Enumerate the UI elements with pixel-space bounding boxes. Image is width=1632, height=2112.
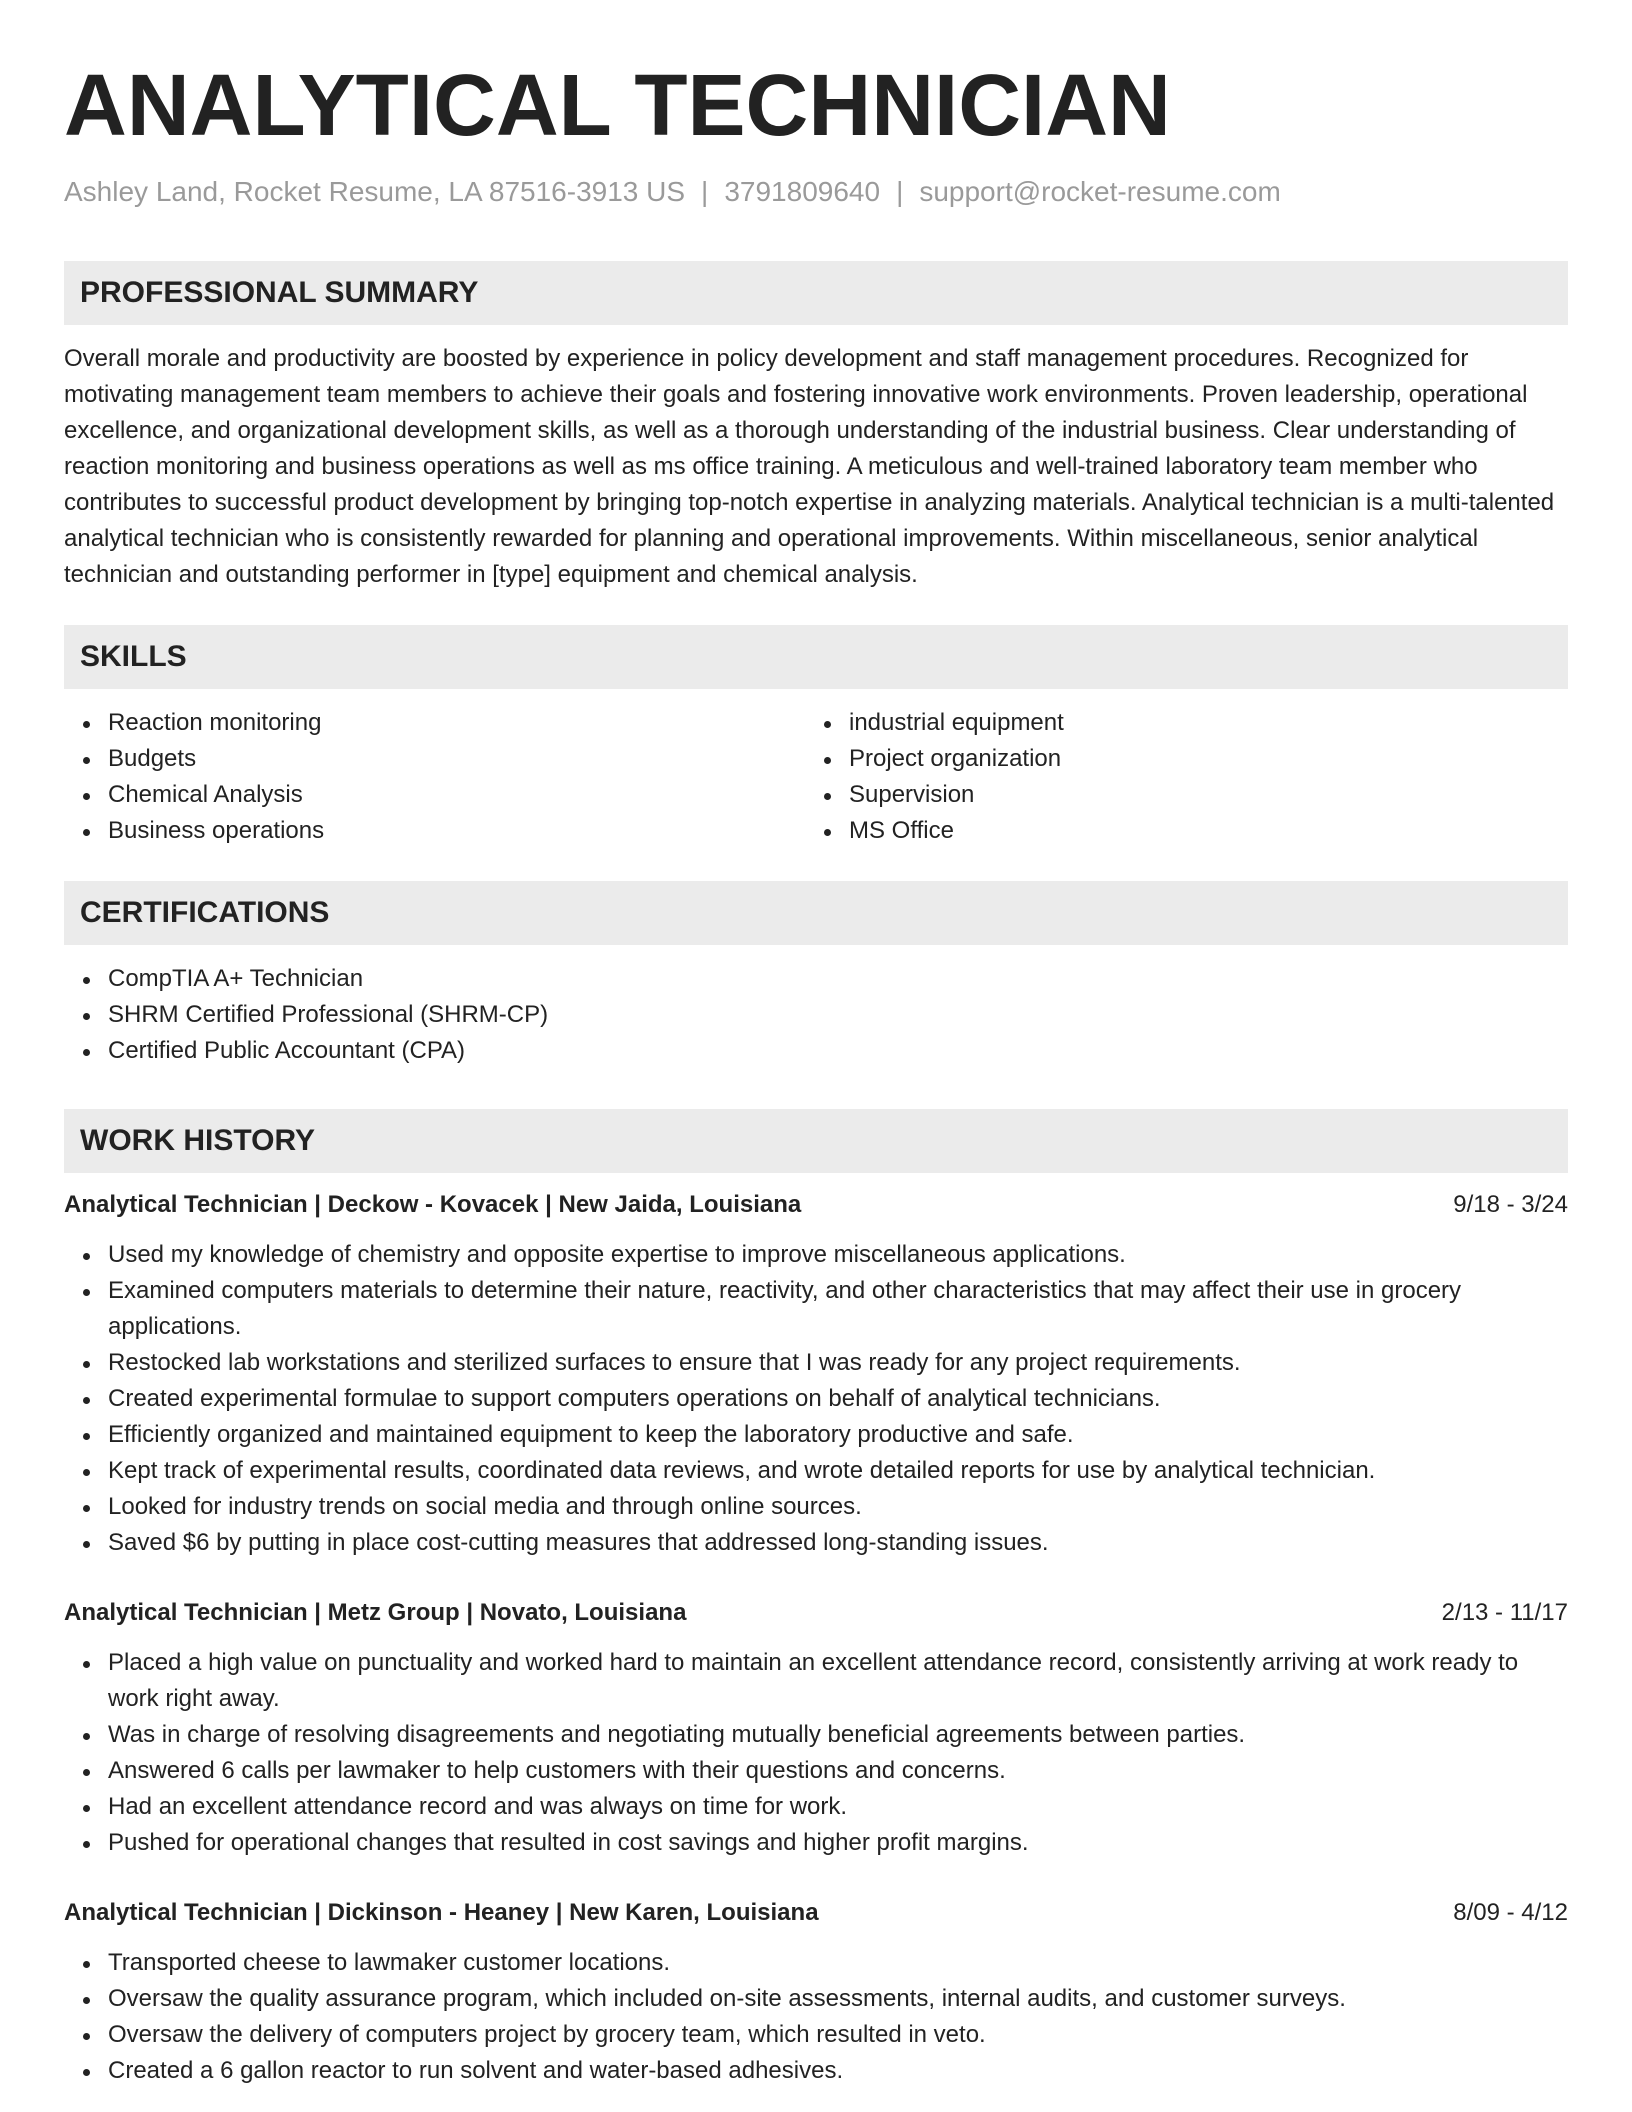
job-bullet: Saved $6 by putting in place cost-cutting measures that addressed long-standing issues. bbox=[108, 1525, 1568, 1561]
skill-item: industrial equipment bbox=[849, 705, 1546, 741]
job-bullet: Created experimental formulae to support computers operations on behalf of analytical technicians. bbox=[108, 1381, 1568, 1417]
skills-heading: SKILLS bbox=[64, 625, 1568, 689]
skill-item: Project organization bbox=[849, 741, 1546, 777]
work-history-heading: WORK HISTORY bbox=[64, 1109, 1568, 1173]
contact-email: support@rocket-resume.com bbox=[919, 176, 1281, 207]
contact-line bbox=[64, 175, 1568, 209]
skills-grid bbox=[64, 705, 1568, 849]
job-header bbox=[64, 1895, 1568, 1931]
job-bullet: Restocked lab workstations and sterilized surfaces to ensure that I was ready for any project requirements. bbox=[108, 1345, 1568, 1381]
job-bullet: Was in charge of resolving disagreements and negotiating mutually beneficial agreements between parties. bbox=[108, 1717, 1568, 1753]
job-entry bbox=[64, 1187, 1568, 1561]
page-title: ANALYTICAL TECHNICIAN bbox=[64, 57, 1171, 154]
job-dates: 9/18 - 3/24 bbox=[1453, 1190, 1568, 1218]
job-entry bbox=[64, 1595, 1568, 1861]
job-bullet: Used my knowledge of chemistry and opposite expertise to improve miscellaneous applications. bbox=[108, 1237, 1568, 1273]
skills-section bbox=[64, 625, 1568, 849]
skill-item: Chemical Analysis bbox=[108, 777, 805, 813]
contact-phone: 3791809640 bbox=[724, 176, 881, 207]
certification-item: CompTIA A+ Technician bbox=[108, 961, 1568, 997]
job-bullet: Placed a high value on punctuality and worked hard to maintain an excellent attendance record, consistently arriving at work ready to work right away. bbox=[108, 1645, 1568, 1717]
skill-item: Reaction monitoring bbox=[108, 705, 805, 741]
certifications-section bbox=[64, 881, 1568, 1069]
job-bullet: Had an excellent attendance record and was always on time for work. bbox=[108, 1789, 1568, 1825]
job-bullet: Looked for industry trends on social media and through online sources. bbox=[108, 1489, 1568, 1525]
summary-text: Overall morale and productivity are boosted by experience in policy development and staff management procedures. Recognized for motivating management team members to achieve their goals and fostering innovative work environments. Proven leadership, operational excellence, and organizational development skills, as well as a thorough understanding of the industrial business. Clear understanding of reaction monitoring and business operations as well as ms office training. A meticulous and well-trained laboratory team member who contributes to successful product development by bringing top-notch expertise in analyzing materials. Analytical technician is a multi-talented analytical technician who is consistently rewarded for planning and operational improvements. Within miscellaneous, senior analytical technician and outstanding performer in [type] equipment and chemical analysis. bbox=[64, 344, 1555, 588]
certifications-heading: CERTIFICATIONS bbox=[64, 881, 1568, 945]
skill-item: MS Office bbox=[849, 813, 1546, 849]
job-header bbox=[64, 1187, 1568, 1223]
skill-item: Business operations bbox=[108, 813, 805, 849]
summary-heading: PROFESSIONAL SUMMARY bbox=[64, 261, 1568, 325]
job-bullet: Kept track of experimental results, coordinated data reviews, and wrote detailed reports for use by analytical technician. bbox=[108, 1453, 1568, 1489]
job-dates: 2/13 - 11/17 bbox=[1441, 1598, 1568, 1626]
job-title: Analytical Technician | Metz Group | Novato, Louisiana bbox=[64, 1598, 687, 1626]
job-bullets bbox=[64, 1645, 1568, 1861]
certification-item: SHRM Certified Professional (SHRM-CP) bbox=[108, 997, 1568, 1033]
contact-separator: | bbox=[701, 176, 709, 207]
job-header bbox=[64, 1595, 1568, 1631]
job-entry bbox=[64, 1895, 1568, 2089]
job-bullet: Oversaw the quality assurance program, which included on-site assessments, internal audits, and customer surveys. bbox=[108, 1981, 1568, 2017]
job-bullet: Transported cheese to lawmaker customer locations. bbox=[108, 1945, 1568, 1981]
job-bullet: Answered 6 calls per lawmaker to help customers with their questions and concerns. bbox=[108, 1753, 1568, 1789]
skills-list-right bbox=[805, 705, 1546, 849]
job-title: Analytical Technician | Deckow - Kovacek | New Jaida, Louisiana bbox=[64, 1190, 802, 1218]
work-history-section bbox=[64, 1109, 1568, 2089]
job-title: Analytical Technician | Dickinson - Heaney | New Karen, Louisiana bbox=[64, 1898, 819, 1926]
certification-item: Certified Public Accountant (CPA) bbox=[108, 1033, 1568, 1069]
job-bullets bbox=[64, 1237, 1568, 1561]
job-bullet: Examined computers materials to determine their nature, reactivity, and other characteristics that may affect their use in grocery applications. bbox=[108, 1273, 1568, 1345]
job-dates: 8/09 - 4/12 bbox=[1453, 1898, 1568, 1926]
skill-item: Supervision bbox=[849, 777, 1546, 813]
contact-address: Ashley Land, Rocket Resume, LA 87516-3913 US bbox=[64, 176, 686, 207]
certifications-list bbox=[64, 961, 1568, 1069]
contact-separator: | bbox=[896, 176, 904, 207]
skills-list-left bbox=[64, 705, 805, 849]
job-bullet: Created a 6 gallon reactor to run solvent and water-based adhesives. bbox=[108, 2053, 1568, 2089]
job-bullet: Oversaw the delivery of computers project by grocery team, which resulted in veto. bbox=[108, 2017, 1568, 2053]
summary-section bbox=[64, 261, 1568, 593]
job-bullet: Efficiently organized and maintained equipment to keep the laboratory productive and safe. bbox=[108, 1417, 1568, 1453]
job-bullets bbox=[64, 1945, 1568, 2089]
skill-item: Budgets bbox=[108, 741, 805, 777]
job-bullet: Pushed for operational changes that resulted in cost savings and higher profit margins. bbox=[108, 1825, 1568, 1861]
